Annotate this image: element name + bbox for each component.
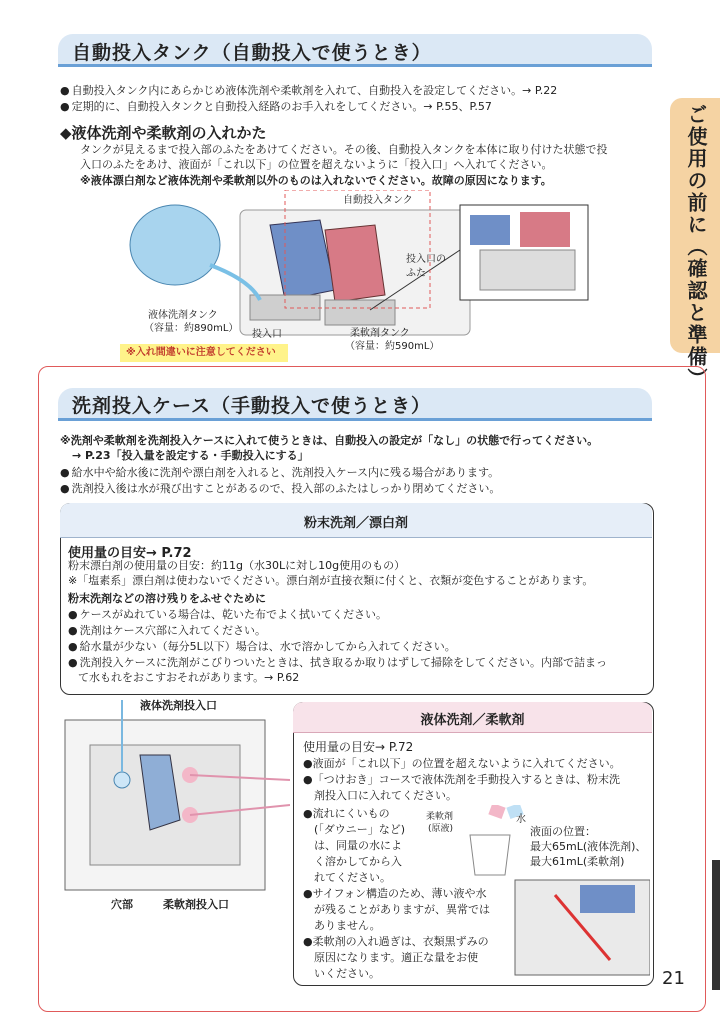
liquid-header: 液体洗剤／柔軟剤 (420, 713, 525, 728)
right-edge-bar (712, 860, 720, 990)
section2-title: 洗剤投入ケース（手動投入で使うとき） (72, 395, 432, 417)
page-number: 21 (662, 968, 685, 989)
powder-prevent-1: ● ケースがぬれている場合は、乾いた布でよく拭いてください。 (68, 607, 387, 622)
powder-usage: 使用量の目安→ P.72 (68, 546, 192, 561)
label-liquid-tank-1: 液体洗剤タンク (148, 310, 218, 321)
level-line-3: 最大61mL(柔軟剤) (530, 855, 625, 868)
liquid-line-3: 剤投入口に入れてください。 (303, 789, 457, 802)
powder-prevent-2: ● 洗剤はケース穴部に入れてください。 (68, 623, 266, 638)
label-auto-tank: 自動投入タンク (343, 195, 413, 206)
liquid-left-5: れてください。 (303, 871, 391, 884)
liquid-usage: 使用量の目安→ P.72 (303, 740, 414, 754)
section1-bullet-1: ● 自動投入タンク内にあらかじめ液体洗剤や柔軟剤を入れて、自動投入を設定してください。→ P.22 (60, 83, 557, 98)
powder-line-2: ※「塩素系」漂白剤は使わないでください。漂白剤が直接衣類に付くと、衣類が変色することがあります。 (68, 574, 594, 587)
section1-bullet-2: ● 定期的に、自動投入タンクと自動投入経路のお手入れをしてください。→ P.55、P.57 (60, 99, 492, 114)
label-inlet-lid-1: 投入口の (406, 254, 446, 265)
liquid-left-2: (「ダウニー」など) (303, 823, 406, 836)
liquid-left-6: ●サイフォン構造のため、薄い液や水 (303, 887, 487, 900)
liquid-left-4: く溶かしてから入 (303, 855, 402, 868)
side-tab-text: ご使用の前に（確認と準備） (684, 104, 708, 390)
section1-title: 自動投入タンク（自動投入で使うとき） (72, 42, 432, 64)
label-inlet: 投入口 (252, 329, 282, 340)
level-line-1: 液面の位置： (530, 825, 596, 838)
caution-label: ※入れ間違いに注意してください (120, 344, 288, 362)
liquid-left-10: 原因になります。適正な量をお使 (303, 951, 479, 964)
label-hole: 穴部 (111, 898, 133, 911)
section1-body-2: 入口のふたをあけ、液面が「これ以下」の位置を超えないように「投入口」へ入れてください。 (80, 158, 553, 171)
powder-prevent-title: 粉末洗剤などの溶け残りをふせぐために (68, 592, 266, 605)
section2-note-1: ※洗剤や柔軟剤を洗剤投入ケースに入れて使うときは、自動投入の設定が「なし」の状態で行ってください。 (60, 434, 599, 447)
liquid-left-3: は、同量の水によ (303, 839, 402, 852)
label-softener-tank-2: （容量：約590mL） (345, 341, 440, 352)
water-label: 水 (516, 814, 526, 825)
powder-line-1: 粉末漂白剤の使用量の目安：約11g（水30Lに対し10g使用のもの） (68, 559, 406, 572)
powder-header: 粉末洗剤／漂白剤 (303, 516, 408, 531)
section2-bullet-1: ● 給水中や給水後に洗剤や漂白剤を入れると、洗剤投入ケース内に残る場合があります。 (60, 465, 499, 480)
liquid-left-11: いください。 (303, 967, 380, 980)
powder-prevent-3: ● 給水量が少ない（毎分5L以下）場合は、水で溶かしてから入れてください。 (68, 639, 456, 654)
powder-prevent-4: ● 洗剤投入ケースに洗剤がこびりついたときは、拭き取るか取りはずして掃除をしてください。内部で詰まっ (68, 655, 607, 670)
label-liquid-tank-2: （容量：約890mL） (144, 323, 239, 334)
level-line-2: 最大65mL(液体洗剤)、 (530, 840, 647, 853)
softener-label-1: 柔軟剤 (426, 812, 454, 822)
section2-note-2: → P.23「投入量を設定する・手動投入にする」 (72, 449, 309, 462)
liquid-left-1: ●流れにくいもの (303, 807, 390, 820)
label-inlet-lid-2: ふた (406, 268, 426, 279)
powder-prevent-5: て水もれをおこすおそれがあります。→ P.62 (78, 671, 300, 684)
section1-subheading: ◆液体洗剤や柔軟剤の入れかた (60, 124, 267, 142)
section2-bullet-2: ● 洗剤投入後は水が飛び出すことがあるので、投入部のふたはしっかり閉めてください。 (60, 481, 500, 496)
liquid-left-9: ●柔軟剤の入れ過ぎは、衣類黒ずみの (303, 935, 489, 948)
label-softener-inlet: 柔軟剤投入口 (163, 898, 229, 911)
liquid-left-8: ありません。 (303, 919, 381, 932)
liquid-line-2: ●「つけおき」コースで液体洗剤を手動投入するときは、粉末洗 (303, 773, 621, 786)
label-liquid-inlet: 液体洗剤投入口 (140, 699, 217, 712)
softener-label-2: (原液) (428, 824, 454, 834)
label-softener-tank-1: 柔軟剤タンク (350, 328, 410, 339)
section1-warning: ※液体漂白剤など液体洗剤や柔軟剤以外のものは入れないでください。故障の原因になります。 (80, 174, 552, 187)
liquid-line-1: ●液面が「これ以下」の位置を超えないように入れてください。 (303, 757, 621, 770)
section1-body-1: タンクが見えるまで投入部のふたをあけてください。その後、自動投入タンクを本体に取り付けた状態で投 (80, 143, 608, 156)
liquid-left-7: が残ることがありますが、異常では (303, 903, 490, 916)
case-illustration (60, 700, 290, 910)
